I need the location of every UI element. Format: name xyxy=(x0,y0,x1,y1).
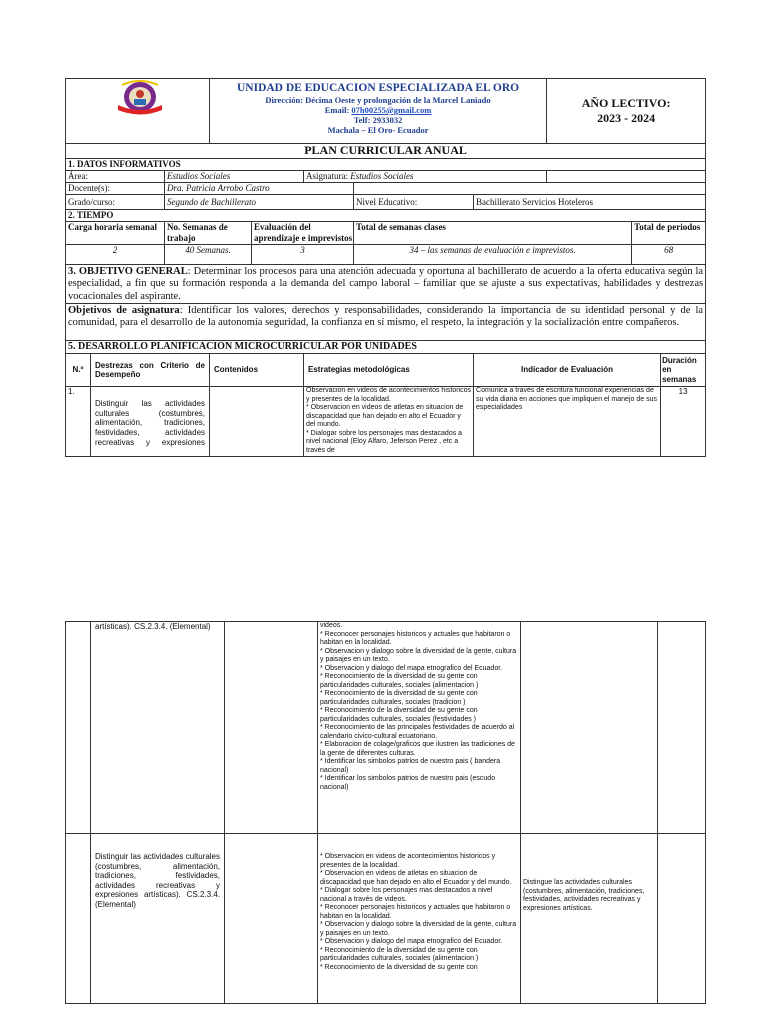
column-header-indicador: Indicador de Evaluación xyxy=(474,354,661,387)
row-duracion: 13 xyxy=(661,387,706,457)
docente-label: Docente(s): xyxy=(66,183,165,195)
row-number xyxy=(66,622,91,834)
objetivos-asignatura-cell xyxy=(66,304,706,341)
email-label: Email: xyxy=(324,105,350,115)
tiempo-header-evaluacion: Evaluación del aprendizaje e imprevistos xyxy=(252,222,354,245)
tiempo-header-total-semanas: Total de semanas clases xyxy=(354,222,632,245)
empty-cell xyxy=(547,171,706,183)
tiempo-semanas-value: 40 Semanas. xyxy=(165,245,252,265)
row-duracion xyxy=(658,622,706,834)
area-value: Estudios Sociales xyxy=(165,171,304,183)
row-estrategias: Observacion en videos de acontecimientos historicos y presentes de la localidad. * Observacion en videos de atletas en situacion de discapacidad que han dejado en alto el Ecuador y del mundo. * Dialogar sobre los personajes mas destacados a nivel nacional (Eloy Alfaro, Jeferson Perez , etc a través de xyxy=(304,387,474,457)
tiempo-carga-value: 2 xyxy=(66,245,165,265)
tiempo-heading: 2. TIEMPO xyxy=(66,210,706,222)
tiempo-total-semanas-value: 34 – las semanas de evaluación e imprevistos. xyxy=(354,245,632,265)
row-contenidos xyxy=(210,387,304,457)
tiempo-periodos-value: 68 xyxy=(632,245,706,265)
school-header-cell xyxy=(210,79,547,144)
column-header-contenidos: Contenidos xyxy=(210,354,304,387)
row-contenidos xyxy=(225,834,318,1004)
tiempo-header-semanas: No. Semanas de trabajo xyxy=(165,222,252,245)
nivel-value: Bachillerato Servicios Hoteleros xyxy=(474,195,706,210)
grado-label: Grado/curso: xyxy=(66,195,165,210)
row-destreza-continued: artísticas). CS.2.3.4. (Elemental) xyxy=(91,622,225,834)
row-estrategias-continued: videos. * Reconocer personajes historicos y actuales que habitaron o habitan en la localidad. * Observacion y dialogo sobre la diversidad de la gente, cultura y paisajes en un texto. * Observacion y dialogo del mapa etnografico del Ecuador. * Reconocimiento de la diversidad de su gente con particularidades culturales, sociales (alimentacion ) * Reconocimiento de la diversidad de su gente con particularidades culturales, sociales (tradicion ) * Reconocimiento de la diversidad de su gente con particularidades culturales, sociales (festividades ) * Reconocimiento de las principales festividades de acuerdo al calendario civico-cultural ecuatoriano. * Elaboracion de colage/graficos que ilustren las tradiciones de la gente de diferentes culturas. * Identificar los simbolos patrios de nuestro pais ( bandera nacional) * Identificar los simbolos patrios de nuestro pais (escudo nacional) xyxy=(318,622,521,834)
plan-title: PLAN CURRICULAR ANUAL xyxy=(66,144,706,159)
desarrollo-heading: 5. DESARROLLO PLANIFICACIÓN MICROCURRICULAR POR UNIDADES xyxy=(66,341,706,354)
row-number: 1. xyxy=(66,387,91,457)
school-address: Dirección: Décima Oeste y prolongación de la Marcel Laniado xyxy=(265,95,491,105)
column-header-duracion: Duración en semanas xyxy=(661,354,706,387)
column-header-destrezas: Destrezas con Criterio de Desempeño xyxy=(91,354,210,387)
nivel-label: Nivel Educativo: xyxy=(354,195,474,210)
row-number xyxy=(66,834,91,1004)
academic-year-value: 2023 - 2024 xyxy=(597,111,656,125)
column-header-numero: N.º xyxy=(66,354,91,387)
row-contenidos xyxy=(225,622,318,834)
row-destreza: Distinguir las actividades culturales (costumbres, alimentación, tradiciones, festividades, actividades recreativas y expresiones xyxy=(91,387,210,457)
asignatura-label: Asignatura: xyxy=(306,171,349,181)
empty-cell xyxy=(354,183,706,195)
row-indicador: Distingue las actividades culturales (costumbres, alimentación, tradiciones, festividades, actividades recreativas y expresiones artísticas. xyxy=(521,834,658,1004)
school-phone: Telf: 2933032 xyxy=(353,115,403,125)
row-indicador xyxy=(521,622,658,834)
tiempo-evaluacion-value: 3 xyxy=(252,245,354,265)
row-duracion xyxy=(658,834,706,1004)
objetivos-asignatura-text: : Identificar los valores, derechos y responsabilidades, considerando la importancia de su identidad personal y de la comunidad, para el desarrollo de la autonomía seguridad, la confianza en sí mismo, el respeto, la integración y la socialización entre compañeros. xyxy=(68,305,704,329)
tiempo-header-carga: Carga horaria semanal xyxy=(66,222,165,245)
academic-year-label: AÑO LECTIVO: xyxy=(581,96,671,110)
email-link[interactable]: 07h00255@gmail.com xyxy=(351,105,432,115)
document-page-1-table xyxy=(65,78,706,457)
objetivos-asignatura-label: Objetivos de asignatura xyxy=(68,305,180,317)
row-destreza: Distinguir las actividades culturales (costumbres, alimentación, tradiciones, festividades, actividades recreativas y expresiones artísticas). CS.2.3.4. (Elemental) xyxy=(91,834,225,1004)
tiempo-header-periodos: Total de periodos xyxy=(632,222,706,245)
school-name: UNIDAD DE EDUCACION ESPECIALIZADA EL ORO xyxy=(236,82,520,94)
academic-year-cell xyxy=(547,79,706,144)
row-indicador: Comunica a través de escritura funcional experiencias de su vida diaria en acciones que impliquen el manejo de sus especialidades xyxy=(474,387,661,457)
docente-value: Dra. Patricia Arrobo Castro xyxy=(165,183,354,195)
objetivo-general-text: : Determinar los procesos para una atención adecuada y oportuna al bachillerato de acuerdo a la oferta educativa según la especialidad, a fin que su formación responda a la demanda del campo laboral – familiar que se ajuste a sus expectativas, habilidades y destrezas vocacionales del aspirante. xyxy=(68,266,704,302)
asignatura-value: Estudios Sociales xyxy=(350,171,414,181)
area-label: Área: xyxy=(66,171,165,183)
grado-value: Segundo de Bachillerato xyxy=(165,195,354,210)
row-estrategias: * Observacion en videos de acontecimientos historicos y presentes de la localidad. * Observacion en videos de atletas en situacion de discapacidad que han dejado en alto el Ecuador y del mundo. * Dialogar sobre los personajes mas destacados a nivel nacional a través de videos. * Reconocer personajes historicos y actuales que habitaron o habitan en la localidad. * Observacion y dialogo sobre la diversidad de la gente, cultura y paisajes en un texto. * Observacion y dialogo del mapa etnografico del Ecuador. * Reconocimiento de la diversidad de su gente con particularidades culturales, sociales (alimentacion ) * Reconocimiento de la diversidad de su gente con xyxy=(318,834,521,1004)
objetivo-general-label: 3. OBJETIVO GENERAL xyxy=(68,266,188,277)
logo-cell xyxy=(66,79,210,144)
document-page-2-table xyxy=(65,621,706,1004)
school-email-line xyxy=(210,105,546,115)
school-logo-icon xyxy=(112,79,168,119)
column-header-estrategias: Estrategias metodológicas xyxy=(304,354,474,387)
school-city: Machala – El Oro- Ecuador xyxy=(327,125,429,135)
objetivo-general-cell xyxy=(66,265,706,304)
datos-heading: 1. DATOS INFORMATIVOS xyxy=(66,159,706,171)
asignatura-cell xyxy=(304,171,547,183)
